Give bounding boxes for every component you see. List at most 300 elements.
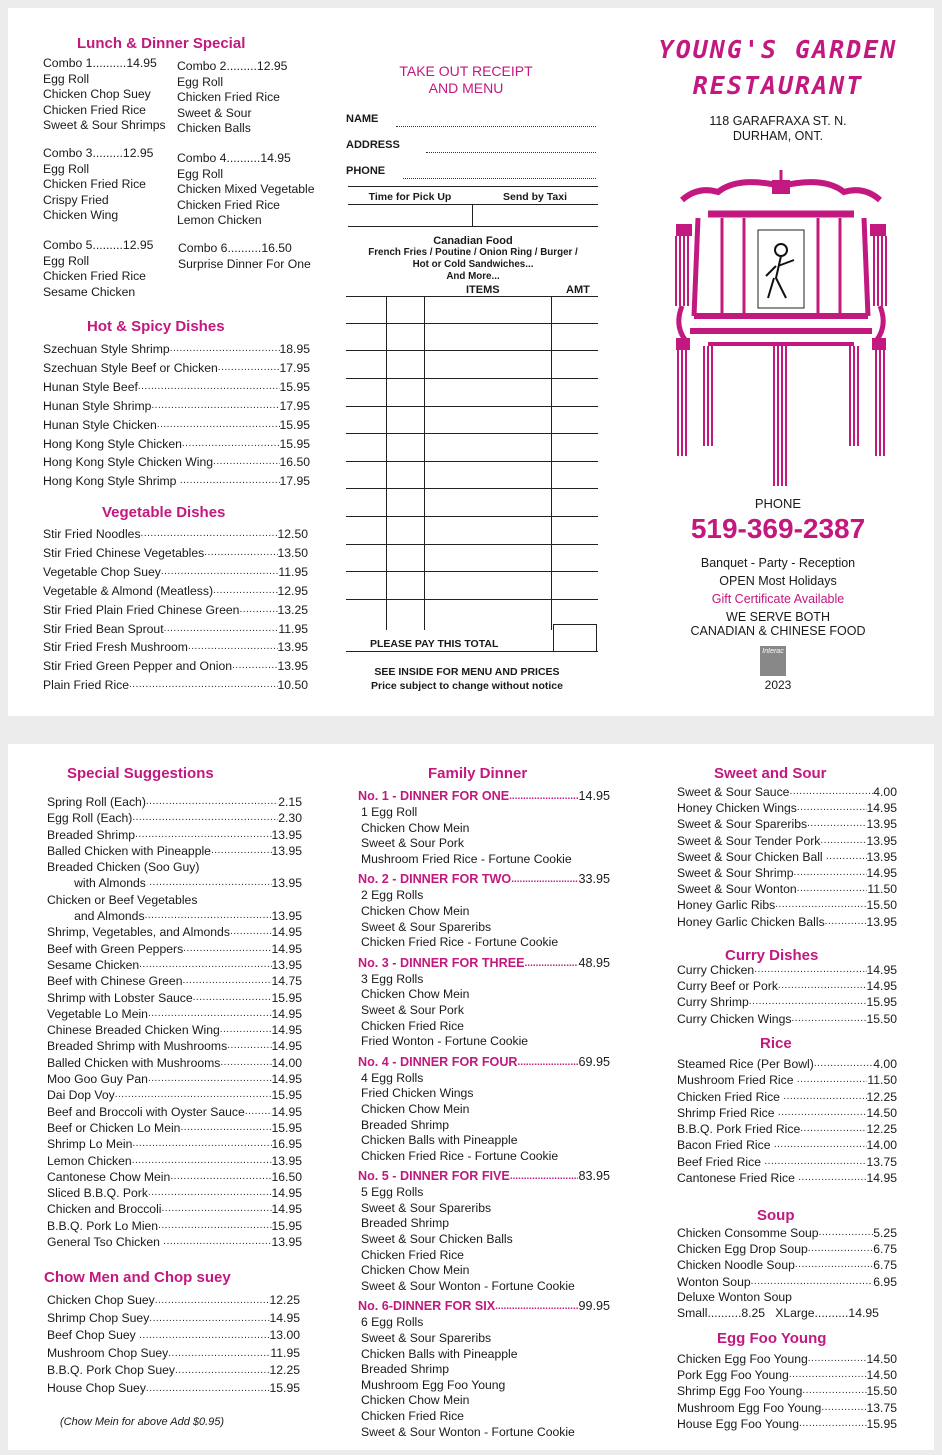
menu-item-name: Curry Beef or Pork [677, 979, 778, 994]
family-dinner-line: Sweet & Sour Pork [361, 836, 464, 851]
menu-item [47, 1327, 300, 1345]
menu-item [47, 794, 302, 810]
menu-item-price: 13.95 [271, 876, 302, 891]
family-dinner-line: Sweet & Sour Spareribs [361, 919, 492, 934]
family-dinner-line: Sweet & Sour Chicken Balls [361, 1232, 513, 1247]
chow-list [47, 1292, 300, 1398]
menu-item-price: 11.95 [270, 1345, 300, 1360]
menu-item [47, 1310, 300, 1328]
menu-item-price: 5.25 [873, 1226, 897, 1240]
menu-item-name: Balled Chicken with Pineapple [47, 843, 211, 858]
combo-line: Egg Roll [43, 253, 90, 268]
menu-item-name: Shrimp Chop Suey [47, 1310, 150, 1325]
menu-item-price: 18.95 [279, 342, 310, 356]
menu-item [43, 601, 308, 620]
menu-item [677, 1105, 897, 1121]
menu-item-name: with Almonds [47, 876, 150, 891]
lunch-title: Lunch & Dinner Special [77, 35, 246, 52]
menu-item-name: Vegetable Chop Suey [43, 564, 161, 579]
name-field[interactable] [396, 114, 596, 127]
menu-item-price: 14.95 [271, 1202, 302, 1217]
menu-item [43, 397, 310, 416]
menu-item-price: 12.25 [866, 1089, 897, 1104]
restaurant-address [668, 114, 888, 144]
menu-item [677, 1056, 897, 1072]
menu-item [677, 784, 897, 800]
menu-item-price: 14.95 [271, 1072, 302, 1087]
family-dinner-line: Chicken Fried Rice [361, 1018, 464, 1033]
restaurant-name-line2: RESTAURANT [692, 71, 864, 100]
menu-item [677, 833, 897, 849]
menu-item-price: 14.95 [271, 1006, 302, 1021]
menu-item-price: 14.95 [866, 979, 897, 994]
menu-item-name: Bacon Fried Rice [677, 1138, 774, 1153]
menu-item-name: Mushroom Fried Rice [677, 1073, 797, 1088]
open-line: OPEN Most Holidays [719, 574, 837, 588]
receipt-title-line2: AND MENU [428, 80, 504, 96]
menu-item-price: 17.95 [279, 398, 310, 413]
menu-item-price: 12.25 [269, 1363, 300, 1378]
menu-item [47, 875, 302, 891]
family-dinner-price: 33.95 [578, 872, 610, 887]
menu-item-name: Szechuan Style Beef or Chicken [43, 360, 218, 375]
menu-item-name: Stir Fried Bean Sprout [43, 621, 164, 636]
menu-item-name: Egg Roll (Each) [47, 811, 133, 826]
gift-line: Gift Certificate Available [711, 592, 845, 606]
menu-item-name: Honey Chicken Wings [677, 801, 797, 816]
menu-item [677, 1170, 897, 1186]
menu-item-name: Breaded Chicken (Soo Guy) [47, 860, 200, 875]
vegetable-title: Vegetable Dishes [102, 504, 226, 521]
items-header: ITEMS [466, 284, 500, 296]
menu-item [677, 1225, 897, 1241]
menu-item [677, 914, 897, 930]
menu-item-price: 13.95 [271, 1153, 302, 1168]
menu-item [47, 1185, 302, 1201]
combo-line: Chicken Fried Rice [43, 177, 146, 192]
menu-item [677, 1367, 897, 1383]
menu-item-price: 15.95 [271, 1088, 302, 1103]
menu-item-price: 12.95 [277, 583, 308, 598]
menu-item [47, 1006, 302, 1022]
family-dinner-line: Breaded Shrimp [361, 1362, 450, 1377]
menu-item-name: Vegetable & Almond (Meatless) [43, 583, 214, 598]
family-dinner-line: Chicken Chow Mein [361, 987, 470, 1002]
menu-item-price: 14.75 [271, 974, 302, 989]
family-dinner-line: 6 Egg Rolls [361, 1315, 424, 1330]
family-dinner-line: Chicken Fried Rice [361, 1409, 464, 1423]
menu-item [43, 359, 310, 378]
menu-item-price: 2.15 [278, 795, 302, 809]
form-rule [348, 204, 598, 205]
menu-item [677, 1011, 897, 1027]
deluxe-soup-sizes [677, 1306, 879, 1322]
family-dinner-line: Chicken Chow Mein [361, 1393, 470, 1408]
family-dinner-line: Sweet & Sour Wonton - Fortune Cookie [361, 1424, 575, 1439]
menu-item-price: 12.50 [277, 527, 308, 541]
family-dinner-line: Chicken Fried Rice [361, 1247, 464, 1262]
menu-item-name: Sweet & Sour Tender Pork [677, 833, 821, 848]
menu-item-name: Sweet & Sour Wonton [677, 882, 797, 897]
address-line: 118 GARAFRAXA ST. N. [709, 114, 847, 128]
menu-item-price: 15.95 [279, 417, 310, 432]
combo-line: Sesame Chicken [43, 284, 136, 299]
menu-item [47, 957, 302, 973]
family-dinner-name: No. 3 - DINNER FOR THREE [358, 955, 525, 970]
menu-item [43, 638, 308, 657]
menu-item [677, 1383, 897, 1399]
combo-line: Chicken Chop Suey [43, 87, 151, 102]
menu-front-panel [8, 8, 934, 716]
menu-item-name: Stir Fried Green Pepper and Onion [43, 659, 233, 674]
address-label: ADDRESS [346, 139, 400, 151]
menu-item-price: 15.95 [866, 1416, 897, 1431]
menu-item [677, 1257, 897, 1273]
menu-item [47, 1022, 302, 1038]
menu-item-price: 2.30 [278, 811, 302, 826]
menu-item-name: House Chop Suey [47, 1380, 146, 1395]
menu-item-price: 13.95 [866, 914, 897, 929]
amt-header: AMT [566, 284, 590, 296]
menu-item [47, 1345, 300, 1363]
combo-line: Sweet & Sour Shrimps [43, 118, 166, 133]
menu-item-price: 16.50 [279, 455, 310, 470]
menu-item-price: 15.95 [269, 1380, 300, 1395]
menu-item-name: Stir Fried Fresh Mushroom [43, 640, 188, 655]
menu-item-name: Pork Egg Foo Young [677, 1368, 789, 1383]
menu-item [43, 525, 308, 544]
menu-item-name: Beef Fried Rice [677, 1154, 765, 1169]
menu-item-name: Sweet & Sour Shrimp [677, 866, 794, 881]
family-dinner-name: No. 5 - DINNER FOR FIVE [358, 1169, 510, 1184]
receipt-title [346, 63, 586, 97]
menu-item-name: Sliced B.B.Q. Pork [47, 1186, 148, 1201]
menu-item-price: 13.00 [269, 1328, 300, 1343]
family-dinner-name: No. 4 - DINNER FOR FOUR [358, 1054, 518, 1069]
menu-item-name: B.B.Q. Pork Chop Suey [47, 1363, 176, 1378]
receipt-notes [348, 665, 586, 693]
menu-item [677, 1351, 897, 1367]
menu-item-price: 13.95 [271, 957, 302, 972]
menu-item [677, 897, 897, 913]
menu-item-price: 14.50 [866, 1352, 897, 1366]
family-dinner-line: Fried Chicken Wings [361, 1086, 474, 1101]
menu-item-name: Breaded Shrimp with Mushrooms [47, 1039, 228, 1054]
family-dinner-price: 48.95 [578, 955, 610, 970]
family-dinner-header [358, 1054, 610, 1071]
family-dinner-name: No. 1 - DINNER FOR ONE [358, 789, 510, 803]
combo-1 [43, 56, 166, 134]
menu-item [47, 990, 302, 1006]
menu-item-name: Chicken Egg Drop Soup [677, 1242, 808, 1257]
address-field[interactable] [426, 140, 596, 153]
rice-list [677, 1056, 897, 1186]
menu-item [43, 435, 310, 454]
menu-item [47, 1169, 302, 1185]
family-dinner-line: Chicken Fried Rice - Fortune Cookie [361, 935, 559, 950]
menu-item-price: 14.95 [866, 801, 897, 816]
menu-item-price: 13.95 [866, 817, 897, 832]
menu-item [47, 1362, 300, 1380]
menu-item [677, 962, 897, 978]
restaurant-name-line1: YOUNG'S GARDEN [658, 35, 898, 64]
family-dinner-line: 4 Egg Rolls [361, 1070, 424, 1085]
menu-item-price: 15.95 [271, 1120, 302, 1135]
family-dinner-header [358, 1298, 610, 1315]
family-dinner-line: Sweet & Sour Wonton - Fortune Cookie [361, 1278, 575, 1293]
name-label: NAME [346, 113, 379, 125]
menu-item [47, 1087, 302, 1103]
combo-6 [178, 241, 311, 272]
small-price: 8.25 [741, 1306, 766, 1320]
receipt-grid[interactable] [346, 296, 598, 630]
menu-item [47, 843, 302, 859]
combo-line: Egg Roll [43, 161, 90, 176]
combo-line: Chicken Fried Rice [177, 90, 280, 105]
menu-item-name: Hunan Style Chicken [43, 417, 157, 432]
menu-item-price: 13.95 [277, 659, 308, 674]
restaurant-info [658, 554, 898, 608]
menu-item [677, 978, 897, 994]
menu-item-name: Lemon Chicken [47, 1153, 132, 1168]
menu-item-name: Hong Kong Style Chicken [43, 436, 182, 451]
egg-foo-list [677, 1351, 897, 1432]
menu-item-price: 15.95 [279, 379, 310, 394]
family-dinner-price: 83.95 [578, 1169, 610, 1184]
menu-item-price: 13.95 [271, 1235, 302, 1250]
menu-item-price: 14.95 [866, 866, 897, 881]
menu-item-price: 4.00 [873, 1057, 897, 1071]
phone-field[interactable] [403, 166, 596, 179]
menu-item-name: Sweet & Sour Spareribs [677, 817, 808, 832]
menu-item [43, 472, 310, 491]
pickup-label[interactable]: Time for Pick Up [368, 191, 452, 203]
menu-item-price: 14.50 [866, 1105, 897, 1120]
combo-header: Combo 3.........12.95 [43, 146, 154, 160]
menu-item-name: Beef Chop Suey [47, 1328, 140, 1343]
canadian-food-line: Hot or Cold Sandwiches... [412, 259, 534, 270]
menu-item [43, 620, 308, 639]
menu-item [47, 1234, 302, 1250]
menu-item-price: 13.95 [866, 849, 897, 864]
menu-item-name: Beef and Broccoli with Oyster Sauce [47, 1104, 245, 1119]
lantern-illustration [668, 166, 894, 496]
phone-field-label: PHONE [346, 165, 386, 177]
family-dinner-line: Mushroom Fried Rice - Fortune Cookie [361, 851, 572, 866]
family-dinner-header [358, 871, 610, 888]
combo-line: Chicken Fried Rice [43, 269, 146, 284]
chow-title: Chow Men and Chop suey [44, 1269, 231, 1286]
menu-item [677, 1274, 897, 1290]
menu-item-price: 14.95 [271, 1039, 302, 1054]
combo-4 [177, 151, 315, 229]
combo-line: Egg Roll [177, 166, 224, 181]
family-dinner-price: 99.95 [578, 1299, 610, 1314]
family-dinner-line: Breaded Shrimp [361, 1117, 450, 1132]
pay-total-box[interactable] [553, 624, 597, 652]
combo-header: Combo 4..........14.95 [177, 151, 291, 165]
menu-item-name: Shrimp Lo Mein [47, 1137, 133, 1152]
menu-item [677, 865, 897, 881]
menu-item-name: General Tso Chicken [47, 1235, 164, 1250]
menu-item-name: Stir Fried Plain Fried Chinese Green [43, 602, 240, 617]
hot-spicy-title: Hot & Spicy Dishes [87, 318, 225, 335]
menu-item [47, 1136, 302, 1152]
menu-item-price: 14.50 [866, 1368, 897, 1383]
menu-item [47, 1055, 302, 1071]
family-dinner-line: Sweet & Sour Spareribs [361, 1200, 492, 1215]
menu-item-name: and Almonds [47, 909, 145, 924]
combo-line: Chicken Mixed Vegetable [177, 182, 315, 197]
menu-item-price: 17.95 [279, 474, 310, 489]
family-dinner-name: No. 2 - DINNER FOR TWO [358, 872, 512, 887]
menu-inside-panel [8, 744, 934, 1450]
combo-3 [43, 146, 153, 224]
family-dinner-price: 69.95 [578, 1054, 610, 1069]
menu-item-price: 6.75 [873, 1242, 897, 1257]
form-rule [472, 204, 473, 226]
menu-item [47, 810, 302, 826]
serve-info [658, 610, 898, 638]
menu-item [43, 676, 308, 695]
menu-item-name: Shrimp Egg Foo Young [677, 1384, 803, 1399]
menu-item-name: Beef with Chinese Green [47, 974, 183, 989]
family-dinner-line: Breaded Shrimp [361, 1216, 450, 1231]
family-dinner-line: Chicken Chow Mein [361, 1263, 470, 1278]
canadian-food-title: Canadian Food [433, 235, 513, 247]
large-label: XLarge.......... [775, 1306, 849, 1320]
menu-item-price: 15.95 [271, 990, 302, 1005]
combo-header: Combo 5.........12.95 [43, 238, 154, 252]
menu-item-name: Sesame Chicken [47, 957, 140, 972]
menu-item-price: 15.50 [866, 898, 897, 913]
menu-item [677, 849, 897, 865]
phone-number[interactable]: 519-369-2387 [690, 513, 866, 544]
special-title: Special Suggestions [67, 765, 214, 782]
menu-item [677, 994, 897, 1010]
menu-item-price: 14.95 [271, 1023, 302, 1038]
serve-line: CANADIAN & CHINESE FOOD [690, 624, 866, 638]
menu-item [677, 800, 897, 816]
menu-item [47, 892, 302, 908]
combo-line: Crispy Fried [43, 192, 109, 207]
combo-line: Surprise Dinner For One [178, 256, 311, 271]
menu-item-name: Steamed Rice (Per Bowl) [677, 1057, 814, 1071]
menu-item-name: Mushroom Egg Foo Young [677, 1400, 822, 1415]
curry-title: Curry Dishes [725, 947, 819, 964]
menu-item-name: Chinese Breaded Chicken Wing [47, 1023, 220, 1038]
combo-line: Chicken Fried Rice [177, 197, 280, 212]
menu-item [677, 1089, 897, 1105]
menu-item-name: Beef or Chicken Lo Mein [47, 1120, 181, 1135]
restaurant-name [640, 32, 916, 104]
menu-item-name: Curry Chicken [677, 963, 755, 977]
menu-item [47, 1038, 302, 1054]
menu-item-name: Spring Roll (Each) [47, 795, 146, 809]
menu-item-name: B.B.Q. Pork Lo Mien [47, 1218, 159, 1233]
family-dinner-line: Chicken Chow Mein [361, 820, 470, 835]
menu-item-name: Curry Chicken Wings [677, 1011, 792, 1026]
address-line: DURHAM, ONT. [732, 129, 824, 143]
taxi-label[interactable]: Send by Taxi [503, 191, 567, 203]
menu-item [47, 1201, 302, 1217]
receipt-note: SEE INSIDE FOR MENU AND PRICES [374, 666, 560, 678]
menu-item [47, 1071, 302, 1087]
menu-item-name: Hong Kong Style Shrimp [43, 474, 180, 489]
canadian-food-line: And More... [446, 271, 500, 282]
family-dinner-price: 14.95 [578, 789, 610, 803]
menu-item-price: 13.75 [866, 1154, 897, 1169]
menu-item-name: Beef with Green Peppers [47, 941, 184, 956]
small-label: Small.......... [677, 1306, 742, 1320]
menu-item-name: Sweet & Sour Sauce [677, 785, 790, 799]
menu-item-price: 15.95 [866, 995, 897, 1010]
menu-item [47, 1104, 302, 1120]
menu-item [47, 1292, 300, 1310]
menu-item-price: 14.95 [271, 925, 302, 940]
family-dinner [358, 1168, 610, 1294]
family-dinner-header [358, 1168, 610, 1185]
menu-item-name: Chicken or Beef Vegetables [47, 892, 198, 907]
menu-item-name: Honey Garlic Ribs [677, 898, 776, 913]
menu-item [43, 582, 308, 601]
menu-item-price: 13.75 [866, 1400, 897, 1415]
menu-item [677, 1154, 897, 1170]
soup-list [677, 1225, 897, 1290]
menu-item-name: Stir Fried Chinese Vegetables [43, 545, 205, 560]
menu-item-price: 13.95 [271, 843, 302, 858]
combo-line: Sweet & Sour [177, 105, 252, 120]
menu-item-name: B.B.Q. Pork Fried Rice [677, 1122, 801, 1137]
menu-item [47, 859, 302, 875]
form-rule [346, 651, 598, 652]
menu-item-name: Chicken and Broccoli [47, 1202, 162, 1217]
canadian-food-line: French Fries / Poutine / Onion Ring / Burger / [368, 247, 578, 258]
family-dinner [358, 871, 610, 950]
family-dinner [358, 1054, 610, 1165]
menu-item-price: 15.50 [866, 1384, 897, 1399]
menu-item [47, 1153, 302, 1169]
menu-item-price: 15.95 [279, 436, 310, 451]
menu-item [677, 1241, 897, 1257]
menu-item-price: 14.00 [271, 1055, 302, 1070]
family-dinner-line: Chicken Balls with Pineapple [361, 1346, 518, 1361]
interac-logo [760, 646, 786, 676]
menu-item [47, 908, 302, 924]
family-dinner-name: No. 6-DINNER FOR SIX [358, 1299, 496, 1314]
menu-item-name: Vegetable Lo Mein [47, 1006, 148, 1021]
family-dinner-line: Fried Wonton - Fortune Cookie [361, 1034, 529, 1049]
combo-line: Lemon Chicken [177, 213, 262, 228]
menu-item-name: Chicken Egg Foo Young [677, 1352, 808, 1366]
menu-item-name: Chicken Noodle Soup [677, 1258, 795, 1273]
menu-item-name: Plain Fried Rice [43, 678, 130, 693]
special-list [47, 794, 302, 1250]
menu-item-price: 15.95 [271, 1218, 302, 1233]
family-title: Family Dinner [428, 765, 528, 782]
menu-item-name: Curry Shrimp [677, 995, 749, 1010]
combo-line: Chicken Fried Rice [43, 102, 146, 117]
menu-item-price: 11.50 [867, 1073, 897, 1088]
family-dinner-line: Chicken Fried Rice - Fortune Cookie [361, 1148, 559, 1163]
serve-line: WE SERVE BOTH [726, 610, 830, 624]
menu-item [43, 453, 310, 472]
receipt-title-line1: TAKE OUT RECEIPT [399, 63, 533, 79]
menu-item-price: 16.95 [271, 1137, 302, 1152]
large-price: 14.95 [848, 1306, 879, 1320]
family-dinner [358, 1298, 610, 1440]
hot-spicy-list [43, 340, 310, 491]
